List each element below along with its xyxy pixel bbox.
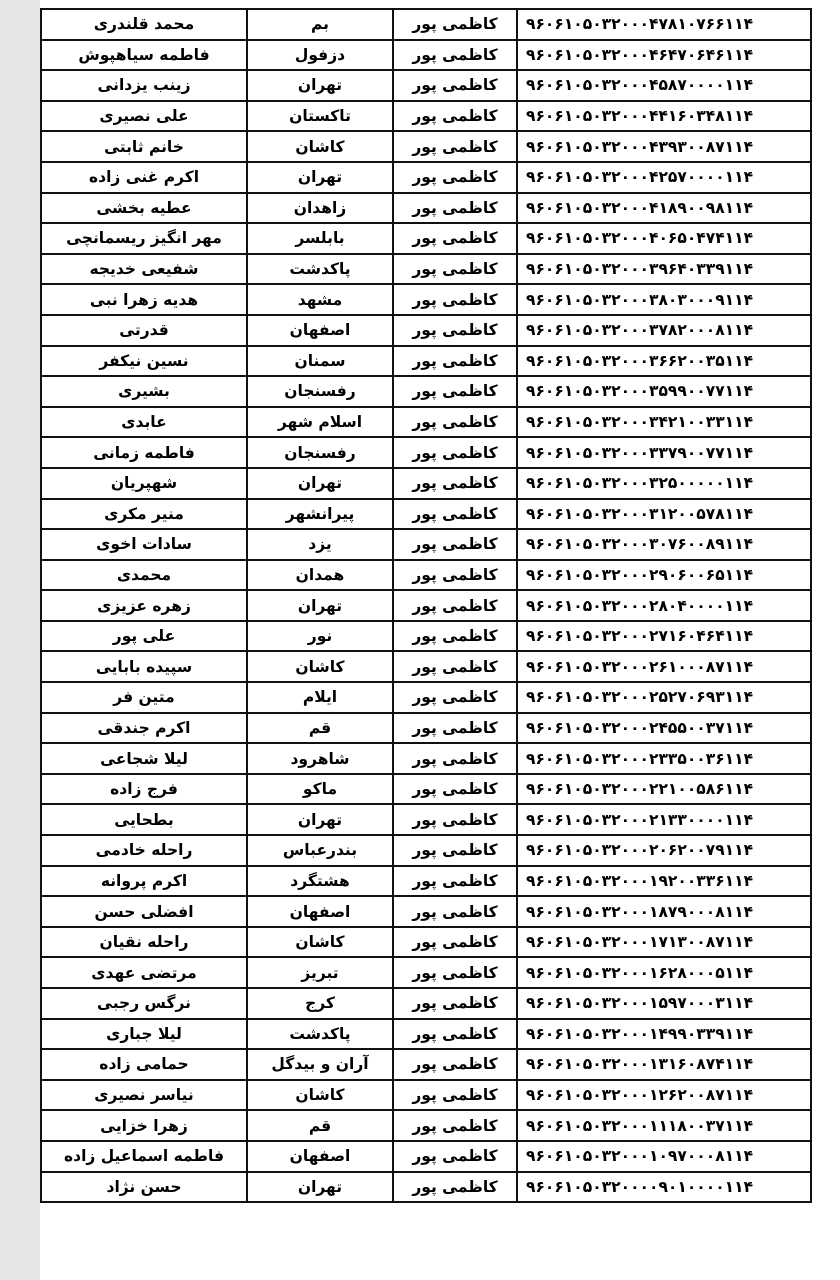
- city-cell: آران و بیدگل: [247, 1049, 393, 1080]
- account-number-cell: ۹۶۰۶۱۰۵۰۳۲۰۰۰۱۰۹۷۰۰۰۸۱۱۴: [517, 1141, 811, 1172]
- table-row: [41, 590, 811, 621]
- city-cell: بندرعباس: [247, 835, 393, 866]
- name-cell: فاطمه اسماعیل زاده: [41, 1141, 247, 1172]
- account-number-cell: ۹۶۰۶۱۰۵۰۳۲۰۰۰۳۵۹۹۰۰۷۷۱۱۴: [517, 376, 811, 407]
- surname-cell: کاظمی پور: [393, 193, 517, 224]
- city-cell: تهران: [247, 70, 393, 101]
- table-row: [41, 835, 811, 866]
- city-cell: اصفهان: [247, 896, 393, 927]
- table-row: [41, 1172, 811, 1203]
- surname-cell: کاظمی پور: [393, 1019, 517, 1050]
- city-cell: رفسنجان: [247, 437, 393, 468]
- table-row: [41, 621, 811, 652]
- table-row: [41, 651, 811, 682]
- left-margin: [0, 0, 40, 1280]
- name-cell: لیلا جباری: [41, 1019, 247, 1050]
- account-number-cell: ۹۶۰۶۱۰۵۰۳۲۰۰۰۳۰۷۶۰۰۸۹۱۱۴: [517, 529, 811, 560]
- surname-cell: کاظمی پور: [393, 101, 517, 132]
- surname-cell: کاظمی پور: [393, 774, 517, 805]
- account-number-cell: ۹۶۰۶۱۰۵۰۳۲۰۰۰۱۷۱۳۰۰۸۷۱۱۴: [517, 927, 811, 958]
- account-number-cell: ۹۶۰۶۱۰۵۰۳۲۰۰۰۳۹۶۴۰۳۳۹۱۱۴: [517, 254, 811, 285]
- account-number-cell: ۹۶۰۶۱۰۵۰۳۲۰۰۰۲۹۰۶۰۰۶۵۱۱۴: [517, 560, 811, 591]
- city-cell: بم: [247, 9, 393, 40]
- surname-cell: کاظمی پور: [393, 590, 517, 621]
- account-number-cell: ۹۶۰۶۱۰۵۰۳۲۰۰۰۳۴۲۱۰۰۳۳۱۱۴: [517, 407, 811, 438]
- account-number-cell: ۹۶۰۶۱۰۵۰۳۲۰۰۰۴۱۸۹۰۰۹۸۱۱۴: [517, 193, 811, 224]
- surname-cell: کاظمی پور: [393, 131, 517, 162]
- name-cell: بطحایی: [41, 804, 247, 835]
- table-row: [41, 866, 811, 897]
- city-cell: ایلام: [247, 682, 393, 713]
- city-cell: شاهرود: [247, 743, 393, 774]
- city-cell: تبریز: [247, 957, 393, 988]
- table-row: [41, 529, 811, 560]
- city-cell: تهران: [247, 590, 393, 621]
- city-cell: همدان: [247, 560, 393, 591]
- table-row: [41, 376, 811, 407]
- table-row: [41, 804, 811, 835]
- city-cell: ماکو: [247, 774, 393, 805]
- table-row: [41, 193, 811, 224]
- table-row: [41, 1141, 811, 1172]
- city-cell: دزفول: [247, 40, 393, 71]
- account-number-cell: ۹۶۰۶۱۰۵۰۳۲۰۰۰۴۳۹۳۰۰۸۷۱۱۴: [517, 131, 811, 162]
- table-row: [41, 743, 811, 774]
- surname-cell: کاظمی پور: [393, 346, 517, 377]
- name-cell: نسین نیکفر: [41, 346, 247, 377]
- account-number-cell: ۹۶۰۶۱۰۵۰۳۲۰۰۰۴۵۸۷۰۰۰۰۱۱۴: [517, 70, 811, 101]
- table-row: [41, 957, 811, 988]
- surname-cell: کاظمی پور: [393, 1049, 517, 1080]
- account-number-cell: ۹۶۰۶۱۰۵۰۳۲۰۰۰۱۳۱۶۰۸۷۴۱۱۴: [517, 1049, 811, 1080]
- account-number-cell: ۹۶۰۶۱۰۵۰۳۲۰۰۰۰۹۰۱۰۰۰۰۱۱۴: [517, 1172, 811, 1203]
- table-row: [41, 101, 811, 132]
- surname-cell: کاظمی پور: [393, 1172, 517, 1203]
- name-cell: بشیری: [41, 376, 247, 407]
- city-cell: کرج: [247, 988, 393, 1019]
- city-cell: یزد: [247, 529, 393, 560]
- account-number-cell: ۹۶۰۶۱۰۵۰۳۲۰۰۰۱۶۲۸۰۰۰۵۱۱۴: [517, 957, 811, 988]
- city-cell: کاشان: [247, 651, 393, 682]
- account-number-cell: ۹۶۰۶۱۰۵۰۳۲۰۰۰۲۳۳۵۰۰۳۶۱۱۴: [517, 743, 811, 774]
- table-row: [41, 896, 811, 927]
- account-number-cell: ۹۶۰۶۱۰۵۰۳۲۰۰۰۴۲۵۷۰۰۰۰۱۱۴: [517, 162, 811, 193]
- city-cell: رفسنجان: [247, 376, 393, 407]
- surname-cell: کاظمی پور: [393, 162, 517, 193]
- account-number-cell: ۹۶۰۶۱۰۵۰۳۲۰۰۰۲۷۱۶۰۴۶۴۱۱۴: [517, 621, 811, 652]
- name-cell: حمامی زاده: [41, 1049, 247, 1080]
- table-row: [41, 254, 811, 285]
- surname-cell: کاظمی پور: [393, 682, 517, 713]
- surname-cell: کاظمی پور: [393, 40, 517, 71]
- surname-cell: کاظمی پور: [393, 529, 517, 560]
- city-cell: نور: [247, 621, 393, 652]
- name-cell: راحله خادمی: [41, 835, 247, 866]
- name-cell: افضلی حسن: [41, 896, 247, 927]
- surname-cell: کاظمی پور: [393, 407, 517, 438]
- account-number-cell: ۹۶۰۶۱۰۵۰۳۲۰۰۰۲۴۵۵۰۰۳۷۱۱۴: [517, 713, 811, 744]
- table-row: [41, 437, 811, 468]
- table-row: [41, 131, 811, 162]
- account-number-cell: ۹۶۰۶۱۰۵۰۳۲۰۰۰۳۸۰۳۰۰۰۹۱۱۴: [517, 284, 811, 315]
- account-number-cell: ۹۶۰۶۱۰۵۰۳۲۰۰۰۲۲۱۰۰۵۸۶۱۱۴: [517, 774, 811, 805]
- city-cell: تهران: [247, 468, 393, 499]
- name-cell: علی پور: [41, 621, 247, 652]
- table-row: [41, 284, 811, 315]
- name-cell: مرتضی عهدی: [41, 957, 247, 988]
- surname-cell: کاظمی پور: [393, 376, 517, 407]
- account-number-cell: ۹۶۰۶۱۰۵۰۳۲۰۰۰۲۶۱۰۰۰۸۷۱۱۴: [517, 651, 811, 682]
- table-row: [41, 713, 811, 744]
- name-cell: زهرا خزایی: [41, 1110, 247, 1141]
- surname-cell: کاظمی پور: [393, 988, 517, 1019]
- city-cell: تهران: [247, 162, 393, 193]
- table-row: [41, 560, 811, 591]
- table-row: [41, 468, 811, 499]
- surname-cell: کاظمی پور: [393, 284, 517, 315]
- account-number-cell: ۹۶۰۶۱۰۵۰۳۲۰۰۰۳۷۸۲۰۰۰۸۱۱۴: [517, 315, 811, 346]
- city-cell: مشهد: [247, 284, 393, 315]
- surname-cell: کاظمی پور: [393, 315, 517, 346]
- city-cell: قم: [247, 713, 393, 744]
- table-row: [41, 9, 811, 40]
- city-cell: زاهدان: [247, 193, 393, 224]
- name-cell: محمدی: [41, 560, 247, 591]
- surname-cell: کاظمی پور: [393, 1080, 517, 1111]
- table-row: [41, 70, 811, 101]
- surname-cell: کاظمی پور: [393, 651, 517, 682]
- name-cell: نیاسر نصیری: [41, 1080, 247, 1111]
- name-cell: سادات اخوی: [41, 529, 247, 560]
- table-row: [41, 1080, 811, 1111]
- account-number-cell: ۹۶۰۶۱۰۵۰۳۲۰۰۰۳۱۲۰۰۵۷۸۱۱۴: [517, 499, 811, 530]
- surname-cell: کاظمی پور: [393, 254, 517, 285]
- surname-cell: کاظمی پور: [393, 437, 517, 468]
- surname-cell: کاظمی پور: [393, 560, 517, 591]
- name-cell: شهپریان: [41, 468, 247, 499]
- account-number-cell: ۹۶۰۶۱۰۵۰۳۲۰۰۰۲۸۰۴۰۰۰۰۱۱۴: [517, 590, 811, 621]
- surname-cell: کاظمی پور: [393, 9, 517, 40]
- city-cell: تهران: [247, 1172, 393, 1203]
- city-cell: هشتگرد: [247, 866, 393, 897]
- table-row: [41, 774, 811, 805]
- surname-cell: کاظمی پور: [393, 866, 517, 897]
- account-number-cell: ۹۶۰۶۱۰۵۰۳۲۰۰۰۳۶۶۲۰۰۳۵۱۱۴: [517, 346, 811, 377]
- account-number-cell: ۹۶۰۶۱۰۵۰۳۲۰۰۰۴۰۶۵۰۴۷۴۱۱۴: [517, 223, 811, 254]
- name-cell: اکرم جندقی: [41, 713, 247, 744]
- name-cell: قدرتی: [41, 315, 247, 346]
- table-row: [41, 40, 811, 71]
- table-row: [41, 1110, 811, 1141]
- surname-cell: کاظمی پور: [393, 896, 517, 927]
- account-number-cell: ۹۶۰۶۱۰۵۰۳۲۰۰۰۱۴۹۹۰۳۳۹۱۱۴: [517, 1019, 811, 1050]
- city-cell: بابلسر: [247, 223, 393, 254]
- surname-cell: کاظمی پور: [393, 70, 517, 101]
- name-cell: متین فر: [41, 682, 247, 713]
- table-row: [41, 1019, 811, 1050]
- account-number-cell: ۹۶۰۶۱۰۵۰۳۲۰۰۰۱۱۱۸۰۰۳۷۱۱۴: [517, 1110, 811, 1141]
- surname-cell: کاظمی پور: [393, 957, 517, 988]
- city-cell: اصفهان: [247, 315, 393, 346]
- surname-cell: کاظمی پور: [393, 927, 517, 958]
- table-row: [41, 682, 811, 713]
- surname-cell: کاظمی پور: [393, 713, 517, 744]
- city-cell: کاشان: [247, 1080, 393, 1111]
- account-number-cell: ۹۶۰۶۱۰۵۰۳۲۰۰۰۴۶۴۷۰۶۴۶۱۱۴: [517, 40, 811, 71]
- city-cell: تاکستان: [247, 101, 393, 132]
- account-number-cell: ۹۶۰۶۱۰۵۰۳۲۰۰۰۱۲۶۲۰۰۸۷۱۱۴: [517, 1080, 811, 1111]
- account-number-cell: ۹۶۰۶۱۰۵۰۳۲۰۰۰۳۳۷۹۰۰۷۷۱۱۴: [517, 437, 811, 468]
- account-number-cell: ۹۶۰۶۱۰۵۰۳۲۰۰۰۱۹۲۰۰۳۳۶۱۱۴: [517, 866, 811, 897]
- name-cell: لیلا شجاعی: [41, 743, 247, 774]
- city-cell: پاکدشت: [247, 1019, 393, 1050]
- table-row: [41, 346, 811, 377]
- city-cell: پاکدشت: [247, 254, 393, 285]
- city-cell: تهران: [247, 804, 393, 835]
- city-cell: قم: [247, 1110, 393, 1141]
- table-row: [41, 315, 811, 346]
- account-number-cell: ۹۶۰۶۱۰۵۰۳۲۰۰۰۴۷۸۱۰۷۶۶۱۱۴: [517, 9, 811, 40]
- account-number-cell: ۹۶۰۶۱۰۵۰۳۲۰۰۰۴۴۱۶۰۳۴۸۱۱۴: [517, 101, 811, 132]
- name-cell: محمد قلندری: [41, 9, 247, 40]
- surname-cell: کاظمی پور: [393, 1110, 517, 1141]
- table-row: [41, 407, 811, 438]
- city-cell: اصفهان: [247, 1141, 393, 1172]
- name-cell: خانم ثابتی: [41, 131, 247, 162]
- city-cell: پیرانشهر: [247, 499, 393, 530]
- city-cell: اسلام شهر: [247, 407, 393, 438]
- table-row: [41, 1049, 811, 1080]
- name-cell: هدیه زهرا نبی: [41, 284, 247, 315]
- account-number-cell: ۹۶۰۶۱۰۵۰۳۲۰۰۰۳۲۵۰۰۰۰۰۱۱۴: [517, 468, 811, 499]
- name-cell: سپیده بابایی: [41, 651, 247, 682]
- records-table-body: [41, 9, 811, 1202]
- account-number-cell: ۹۶۰۶۱۰۵۰۳۲۰۰۰۲۵۲۷۰۶۹۳۱۱۴: [517, 682, 811, 713]
- surname-cell: کاظمی پور: [393, 468, 517, 499]
- table-row: [41, 499, 811, 530]
- surname-cell: کاظمی پور: [393, 743, 517, 774]
- name-cell: اکرم غنی زاده: [41, 162, 247, 193]
- name-cell: فرج زاده: [41, 774, 247, 805]
- name-cell: مهر انگیز ریسمانچی: [41, 223, 247, 254]
- name-cell: منیر مکری: [41, 499, 247, 530]
- surname-cell: کاظمی پور: [393, 499, 517, 530]
- records-table: [40, 8, 812, 1203]
- surname-cell: کاظمی پور: [393, 1141, 517, 1172]
- name-cell: فاطمه زمانی: [41, 437, 247, 468]
- name-cell: زینب یزدانی: [41, 70, 247, 101]
- name-cell: نرگس رجبی: [41, 988, 247, 1019]
- table-row: [41, 988, 811, 1019]
- name-cell: فاطمه سیاهپوش: [41, 40, 247, 71]
- account-number-cell: ۹۶۰۶۱۰۵۰۳۲۰۰۰۲۰۶۲۰۰۷۹۱۱۴: [517, 835, 811, 866]
- city-cell: کاشان: [247, 131, 393, 162]
- name-cell: اکرم پروانه: [41, 866, 247, 897]
- name-cell: حسن نژاد: [41, 1172, 247, 1203]
- name-cell: شفیعی خدیجه: [41, 254, 247, 285]
- table-row: [41, 223, 811, 254]
- surname-cell: کاظمی پور: [393, 621, 517, 652]
- account-number-cell: ۹۶۰۶۱۰۵۰۳۲۰۰۰۱۵۹۷۰۰۰۳۱۱۴: [517, 988, 811, 1019]
- name-cell: عطیه بخشی: [41, 193, 247, 224]
- table-row: [41, 927, 811, 958]
- surname-cell: کاظمی پور: [393, 835, 517, 866]
- table-row: [41, 162, 811, 193]
- name-cell: علی نصیری: [41, 101, 247, 132]
- account-number-cell: ۹۶۰۶۱۰۵۰۳۲۰۰۰۲۱۳۳۰۰۰۰۱۱۴: [517, 804, 811, 835]
- city-cell: کاشان: [247, 927, 393, 958]
- surname-cell: کاظمی پور: [393, 804, 517, 835]
- surname-cell: کاظمی پور: [393, 223, 517, 254]
- name-cell: زهره عزیزی: [41, 590, 247, 621]
- account-number-cell: ۹۶۰۶۱۰۵۰۳۲۰۰۰۱۸۷۹۰۰۰۸۱۱۴: [517, 896, 811, 927]
- name-cell: عابدی: [41, 407, 247, 438]
- city-cell: سمنان: [247, 346, 393, 377]
- name-cell: راحله نقیان: [41, 927, 247, 958]
